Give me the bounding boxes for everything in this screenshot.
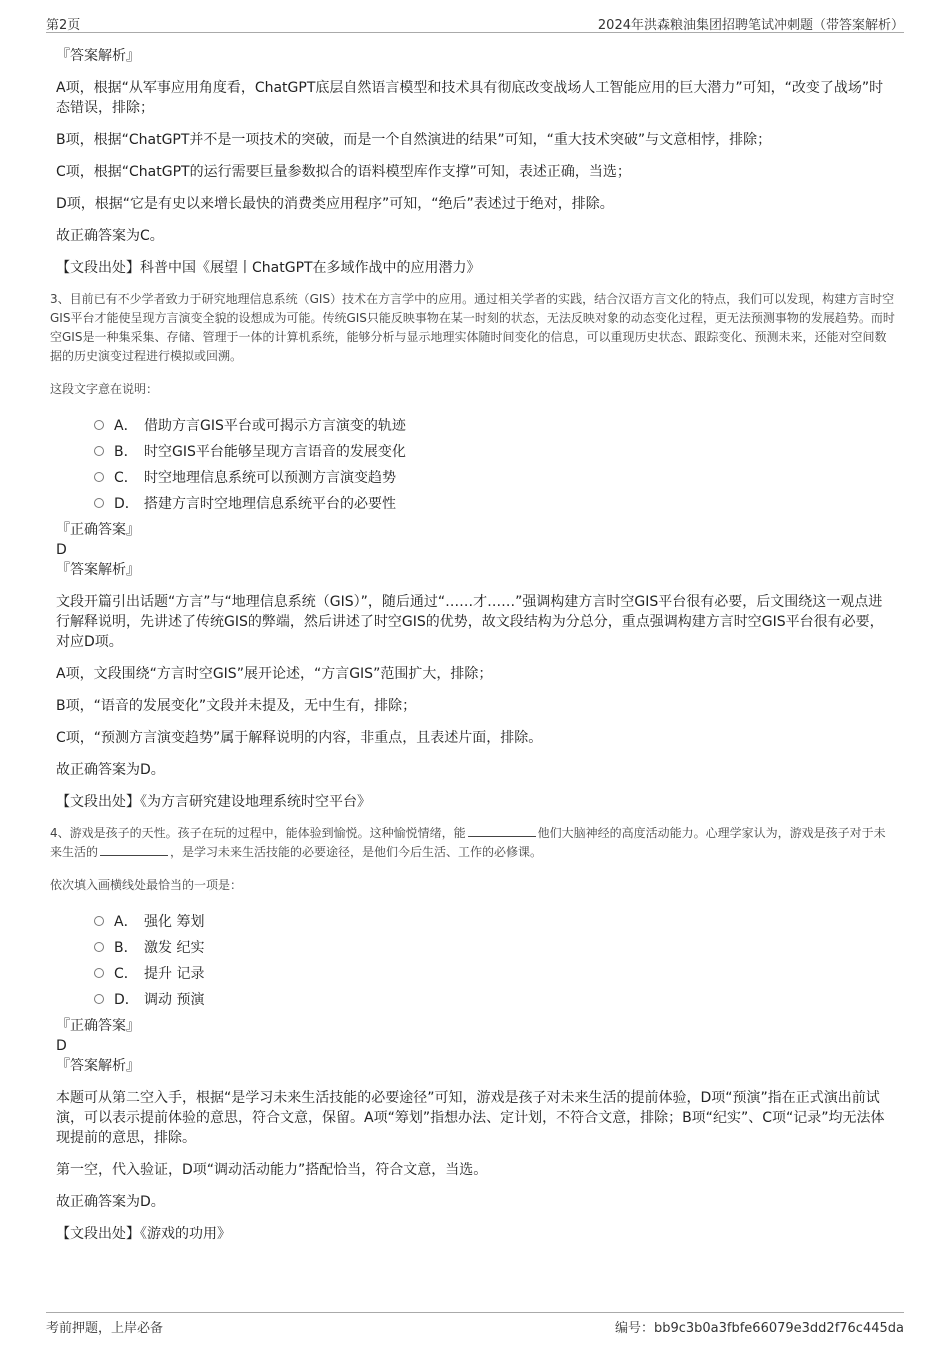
analysis-paragraph: 本题可从第二空入手，根据“是学习未来生活技能的必要途径”可知，游戏是孩子对未来生活的提前体验，D项“预演”指在正式演出前试演，可以表示提前体验的意思，符合文意，保留。A项“筹划”指想办法、定计划，不符合文意，排除；B项“纪实”、C项“记录”均无法体现提前的意思，排除。 — [56, 1090, 885, 1146]
question-stem: 3、目前已有不少学者致力于研究地理信息系统（GIS）技术在方言学中的应用。通过相关学者的实践，结合汉语方言文化的特点，我们可以发现，构建方言时空GIS平台才能使呈现方言演变全貌的设想成为可能。传统GIS只能反映事物在某一时刻的状态，无法反映对象的动态变化过程，更无法预测事物的发展趋势。而时空GIS是一种集采集、存储、管理于一体的计算机系统，能够分析与显示地理实体随时间变化的信息，可以重现历史状态、跟踪变化、预测未来，还能对空间数据的历史演变过程进行模拟或回溯。 — [50, 292, 895, 363]
analysis-paragraph: B项，根据“ChatGPT并不是一项技术的突破，而是一个自然演进的结果”可知，“重大技术突破”与文意相悖，排除； — [56, 132, 772, 148]
option-c[interactable] — [94, 960, 896, 986]
page-footer — [46, 1312, 904, 1337]
stem-text: 他们大脑神经的高度活动能力。心理学家认为，游戏是孩子对于未来生活的 — [50, 826, 886, 859]
option-a[interactable] — [94, 908, 896, 934]
correct-answer: D — [56, 542, 67, 558]
page-number: 第2页 — [46, 18, 81, 33]
option-text: 时空地理信息系统可以预测方言演变趋势 — [144, 470, 396, 486]
option-c[interactable] — [94, 464, 896, 490]
question-prompt: 这段文字意在说明： — [50, 382, 159, 396]
option-letter: B． — [114, 940, 138, 956]
analysis-paragraph: 文段开篇引出话题“方言”与“地理信息系统（GIS）”，随后通过“……才……”强调构建方言时空GIS平台很有必要，后文围绕这一观点进行解释说明，先讲述了传统GIS的弊端，然后讲述了时空GIS的优势，故文段结构为分总分，重点强调构建方言时空GIS平台很有必要，对应D项。 — [56, 594, 884, 650]
question-stem — [50, 824, 896, 862]
fill-blank-1 — [468, 824, 536, 837]
stem-text: 4、游戏是孩子的天性。孩子在玩的过程中，能体验到愉悦。这种愉悦情绪，能 — [50, 826, 466, 840]
option-text: 借助方言GIS平台或可揭示方言演变的轨迹 — [144, 418, 406, 434]
option-a[interactable] — [94, 412, 896, 438]
radio-button[interactable] — [94, 472, 104, 482]
analysis-conclusion: 故正确答案为D。 — [56, 762, 165, 778]
page-content — [50, 46, 896, 1256]
analysis-label: 『答案解析』 — [56, 562, 140, 578]
option-letter: C． — [114, 470, 138, 486]
option-d[interactable] — [94, 490, 896, 516]
option-d[interactable] — [94, 986, 896, 1012]
option-letter: A． — [114, 418, 138, 434]
option-b[interactable] — [94, 438, 896, 464]
correct-answer: D — [56, 1038, 67, 1054]
radio-button[interactable] — [94, 498, 104, 508]
footer-slogan: 考前押题，上岸必备 — [46, 1321, 164, 1336]
option-b[interactable] — [94, 934, 896, 960]
analysis-label: 『答案解析』 — [56, 1058, 140, 1074]
option-letter: D． — [114, 496, 139, 512]
option-list — [94, 908, 896, 1012]
radio-button[interactable] — [94, 446, 104, 456]
analysis-conclusion: 故正确答案为D。 — [56, 1194, 165, 1210]
question-prompt: 依次填入画横线处最恰当的一项是： — [50, 878, 243, 892]
option-text: 搭建方言时空地理信息系统平台的必要性 — [144, 496, 396, 512]
document-code: 编号：bb9c3b0a3fbfe66079e3dd2f76c445da — [614, 1321, 904, 1336]
fill-blank-2 — [100, 843, 168, 856]
source-citation: 【文段出处】科普中国《展望丨ChatGPT在多域作战中的应用潜力》 — [56, 260, 481, 276]
analysis-paragraph: C项，“预测方言演变趋势”属于解释说明的内容，非重点，且表述片面，排除。 — [56, 730, 543, 746]
option-text: 激发 纪实 — [144, 940, 205, 956]
radio-button[interactable] — [94, 968, 104, 978]
option-text: 调动 预演 — [144, 992, 205, 1008]
analysis-paragraph: C项，根据“ChatGPT的运行需要巨量参数拟合的语料模型库作支撑”可知，表述正确，当选； — [56, 164, 631, 180]
option-letter: C． — [114, 966, 138, 982]
option-text: 提升 记录 — [144, 966, 205, 982]
analysis-paragraph: 第一空，代入验证，D项“调动活动能力”搭配恰当，符合文意，当选。 — [56, 1162, 488, 1178]
question-2-analysis — [56, 46, 896, 278]
correct-answer-label: 『正确答案』 — [56, 522, 140, 538]
option-list — [94, 412, 896, 516]
correct-answer-label: 『正确答案』 — [56, 1018, 140, 1034]
source-citation: 【文段出处】《为方言研究建设地理系统时空平台》 — [56, 794, 371, 810]
option-text: 时空GIS平台能够呈现方言语音的发展变化 — [144, 444, 406, 460]
document-title: 2024年洪森粮油集团招聘笔试冲刺题（带答案解析） — [597, 18, 904, 33]
option-text: 强化 筹划 — [144, 914, 205, 930]
radio-button[interactable] — [94, 916, 104, 926]
radio-button[interactable] — [94, 942, 104, 952]
question-4 — [50, 824, 896, 1244]
question-3 — [50, 290, 896, 812]
analysis-label: 『答案解析』 — [56, 48, 140, 64]
radio-button[interactable] — [94, 994, 104, 1004]
analysis-conclusion: 故正确答案为C。 — [56, 228, 164, 244]
option-letter: A． — [114, 914, 138, 930]
stem-text: ，是学习未来生活技能的必要途径，是他们今后生活、工作的必修课。 — [170, 845, 543, 859]
analysis-paragraph: D项，根据“它是有史以来增长最快的消费类应用程序”可知，“绝后”表述过于绝对，排除。 — [56, 196, 614, 212]
radio-button[interactable] — [94, 420, 104, 430]
option-letter: D． — [114, 992, 139, 1008]
analysis-paragraph: A项，文段围绕“方言时空GIS”展开论述，“方言GIS”范围扩大，排除； — [56, 666, 493, 682]
analysis-paragraph: A项，根据“从军事应用角度看，ChatGPT底层自然语言模型和技术具有彻底改变战场人工智能应用的巨大潜力”可知，“改变了战场”时态错误，排除； — [56, 80, 884, 116]
analysis-paragraph: B项，“语音的发展变化”文段并未提及，无中生有，排除； — [56, 698, 417, 714]
page-header — [46, 12, 904, 33]
option-letter: B． — [114, 444, 138, 460]
source-citation: 【文段出处】《游戏的功用》 — [56, 1226, 231, 1242]
